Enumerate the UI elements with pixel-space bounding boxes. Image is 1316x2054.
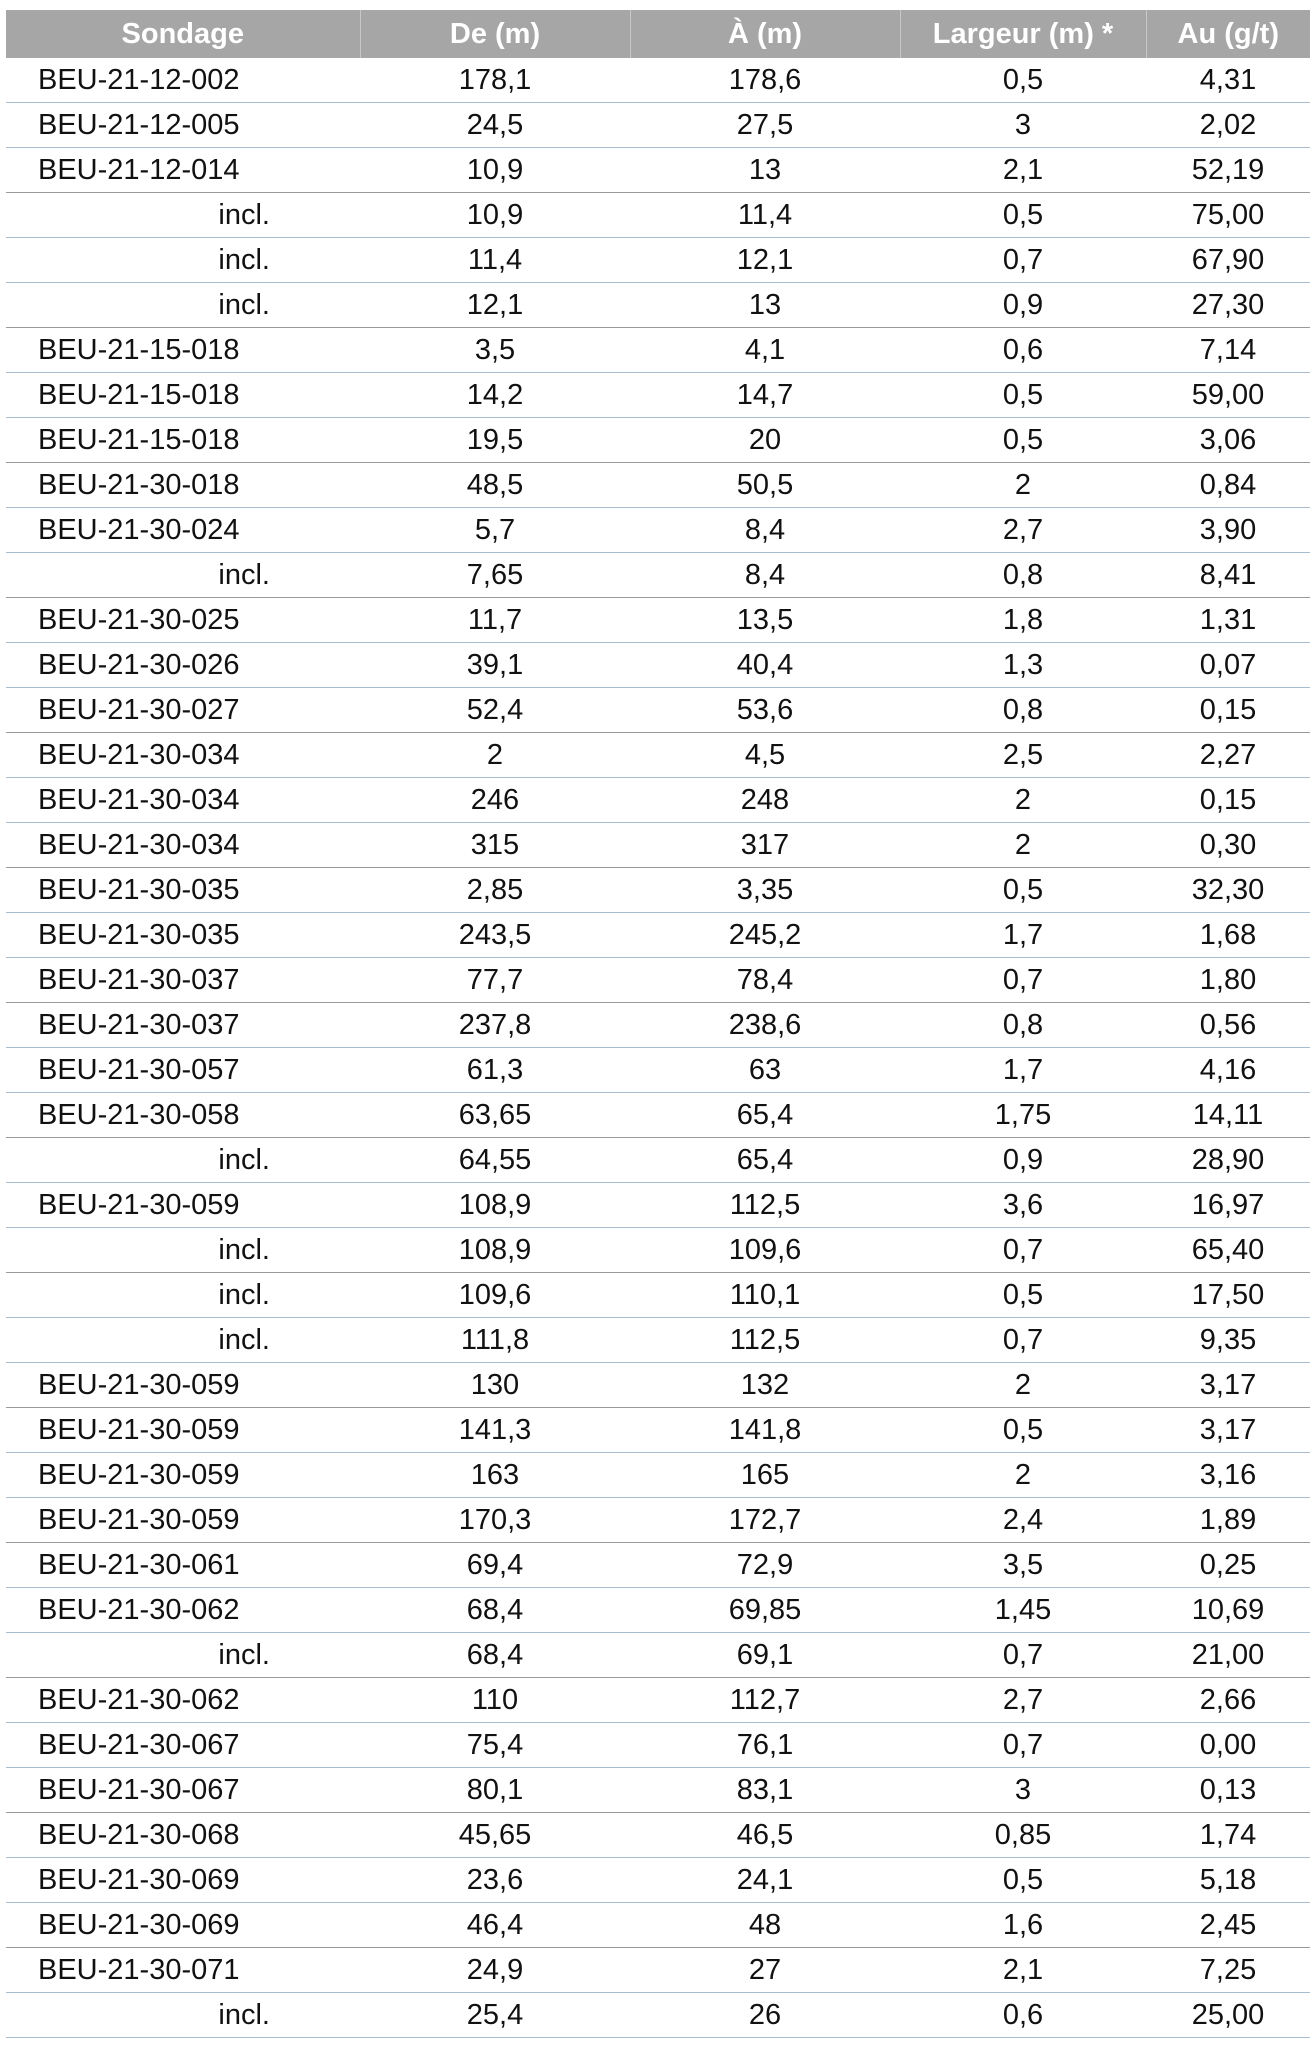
cell-largeur: 2	[900, 1363, 1146, 1408]
cell-de: 61,3	[360, 1048, 630, 1093]
cell-sondage: BEU-21-30-059	[6, 1453, 360, 1498]
cell-a: 65,4	[630, 1138, 900, 1183]
cell-au: 0,15	[1146, 778, 1310, 823]
table-row	[6, 733, 1310, 778]
cell-sondage: BEU-21-30-034	[6, 778, 360, 823]
cell-a: 48	[630, 1903, 900, 1948]
cell-au: 14,11	[1146, 1093, 1310, 1138]
cell-largeur: 0,5	[900, 58, 1146, 103]
cell-au: 16,97	[1146, 1183, 1310, 1228]
cell-au: 0,15	[1146, 688, 1310, 733]
cell-de: 39,1	[360, 643, 630, 688]
cell-de: 163	[360, 1453, 630, 1498]
table-row	[6, 1093, 1310, 1138]
cell-a: 13	[630, 148, 900, 193]
table-row	[6, 463, 1310, 508]
table-row	[6, 1048, 1310, 1093]
cell-largeur: 0,5	[900, 1408, 1146, 1453]
table-row	[6, 643, 1310, 688]
cell-au: 17,50	[1146, 1273, 1310, 1318]
cell-sondage: BEU-21-30-026	[6, 643, 360, 688]
table-row	[6, 1498, 1310, 1543]
cell-au: 5,18	[1146, 1858, 1310, 1903]
table-row	[6, 1993, 1310, 2038]
cell-a: 132	[630, 1363, 900, 1408]
cell-de: 11,4	[360, 238, 630, 283]
table-row	[6, 1813, 1310, 1858]
cell-a: 83,1	[630, 1768, 900, 1813]
cell-sondage: BEU-21-30-034	[6, 733, 360, 778]
cell-de: 7,65	[360, 553, 630, 598]
cell-au: 2,27	[1146, 733, 1310, 778]
table-row	[6, 1588, 1310, 1633]
cell-de: 52,4	[360, 688, 630, 733]
cell-a: 112,5	[630, 1183, 900, 1228]
cell-de: 130	[360, 1363, 630, 1408]
cell-sondage: BEU-21-30-067	[6, 1723, 360, 1768]
cell-de: 46,4	[360, 1903, 630, 1948]
cell-largeur: 0,9	[900, 1138, 1146, 1183]
cell-de: 246	[360, 778, 630, 823]
cell-largeur: 0,8	[900, 553, 1146, 598]
cell-au: 32,30	[1146, 868, 1310, 913]
cell-a: 69,85	[630, 1588, 900, 1633]
cell-a: 78,4	[630, 958, 900, 1003]
cell-au: 1,31	[1146, 598, 1310, 643]
cell-de: 111,8	[360, 1318, 630, 1363]
cell-sondage: BEU-21-30-035	[6, 868, 360, 913]
cell-de: 10,9	[360, 148, 630, 193]
cell-sondage: BEU-21-30-069	[6, 1903, 360, 1948]
cell-sondage: BEU-21-30-027	[6, 688, 360, 733]
cell-au: 52,19	[1146, 148, 1310, 193]
table-row	[6, 1318, 1310, 1363]
cell-de: 141,3	[360, 1408, 630, 1453]
cell-sondage: BEU-21-30-025	[6, 598, 360, 643]
header-largeur: Largeur (m) *	[900, 10, 1146, 58]
cell-a: 24,1	[630, 1858, 900, 1903]
cell-de: 19,5	[360, 418, 630, 463]
cell-de: 11,7	[360, 598, 630, 643]
cell-largeur: 0,5	[900, 418, 1146, 463]
cell-au: 1,68	[1146, 913, 1310, 958]
cell-au: 10,69	[1146, 1588, 1310, 1633]
cell-a: 112,7	[630, 1678, 900, 1723]
table-row	[6, 688, 1310, 733]
cell-largeur: 0,7	[900, 958, 1146, 1003]
cell-sondage: BEU-21-15-018	[6, 418, 360, 463]
cell-sondage: BEU-21-30-035	[6, 913, 360, 958]
table-row	[6, 193, 1310, 238]
table-row	[6, 1273, 1310, 1318]
table-body	[6, 58, 1310, 2038]
table-row	[6, 1453, 1310, 1498]
cell-sondage: BEU-21-30-059	[6, 1363, 360, 1408]
cell-sondage: BEU-21-30-061	[6, 1543, 360, 1588]
cell-de: 178,1	[360, 58, 630, 103]
cell-a: 178,6	[630, 58, 900, 103]
cell-au: 4,31	[1146, 58, 1310, 103]
cell-sondage: BEU-21-30-068	[6, 1813, 360, 1858]
cell-largeur: 2	[900, 1453, 1146, 1498]
cell-de: 75,4	[360, 1723, 630, 1768]
cell-largeur: 0,7	[900, 1723, 1146, 1768]
cell-au: 2,02	[1146, 103, 1310, 148]
cell-largeur: 1,7	[900, 913, 1146, 958]
cell-sondage: BEU-21-12-002	[6, 58, 360, 103]
cell-a: 317	[630, 823, 900, 868]
cell-a: 172,7	[630, 1498, 900, 1543]
table-row	[6, 1543, 1310, 1588]
cell-au: 2,45	[1146, 1903, 1310, 1948]
cell-sondage: BEU-21-30-062	[6, 1678, 360, 1723]
cell-au: 0,25	[1146, 1543, 1310, 1588]
cell-a: 11,4	[630, 193, 900, 238]
cell-sondage: BEU-21-30-024	[6, 508, 360, 553]
cell-a: 165	[630, 1453, 900, 1498]
cell-a: 13	[630, 283, 900, 328]
cell-a: 50,5	[630, 463, 900, 508]
cell-sondage: BEU-21-30-059	[6, 1498, 360, 1543]
cell-a: 26	[630, 1993, 900, 2038]
cell-a: 46,5	[630, 1813, 900, 1858]
cell-largeur: 1,45	[900, 1588, 1146, 1633]
table-row	[6, 1183, 1310, 1228]
cell-a: 8,4	[630, 553, 900, 598]
cell-a: 3,35	[630, 868, 900, 913]
table-container	[6, 10, 1310, 2038]
cell-de: 80,1	[360, 1768, 630, 1813]
cell-sondage: incl.	[6, 553, 360, 598]
table-row	[6, 1948, 1310, 1993]
cell-de: 14,2	[360, 373, 630, 418]
cell-de: 108,9	[360, 1228, 630, 1273]
cell-sondage: BEU-21-30-059	[6, 1408, 360, 1453]
cell-de: 64,55	[360, 1138, 630, 1183]
cell-au: 28,90	[1146, 1138, 1310, 1183]
cell-de: 5,7	[360, 508, 630, 553]
cell-au: 2,66	[1146, 1678, 1310, 1723]
cell-de: 2,85	[360, 868, 630, 913]
cell-largeur: 2,1	[900, 148, 1146, 193]
cell-sondage: BEU-21-15-018	[6, 373, 360, 418]
cell-sondage: incl.	[6, 238, 360, 283]
cell-a: 76,1	[630, 1723, 900, 1768]
cell-largeur: 0,7	[900, 238, 1146, 283]
cell-sondage: BEU-21-30-067	[6, 1768, 360, 1813]
cell-au: 25,00	[1146, 1993, 1310, 2038]
cell-a: 27	[630, 1948, 900, 1993]
cell-de: 69,4	[360, 1543, 630, 1588]
cell-au: 21,00	[1146, 1633, 1310, 1678]
cell-largeur: 2	[900, 463, 1146, 508]
cell-largeur: 0,8	[900, 688, 1146, 733]
cell-largeur: 0,5	[900, 868, 1146, 913]
table-row	[6, 553, 1310, 598]
cell-a: 8,4	[630, 508, 900, 553]
cell-de: 237,8	[360, 1003, 630, 1048]
cell-au: 4,16	[1146, 1048, 1310, 1093]
cell-de: 24,5	[360, 103, 630, 148]
cell-sondage: BEU-21-30-059	[6, 1183, 360, 1228]
cell-a: 14,7	[630, 373, 900, 418]
table-row	[6, 1678, 1310, 1723]
cell-sondage: BEU-21-30-018	[6, 463, 360, 508]
cell-largeur: 0,85	[900, 1813, 1146, 1858]
table-row	[6, 958, 1310, 1003]
cell-largeur: 0,5	[900, 1858, 1146, 1903]
cell-a: 4,5	[630, 733, 900, 778]
cell-de: 68,4	[360, 1588, 630, 1633]
cell-a: 27,5	[630, 103, 900, 148]
cell-au: 3,17	[1146, 1363, 1310, 1408]
table-row	[6, 1003, 1310, 1048]
cell-a: 112,5	[630, 1318, 900, 1363]
cell-largeur: 0,7	[900, 1318, 1146, 1363]
cell-au: 59,00	[1146, 373, 1310, 418]
cell-sondage: BEU-21-30-057	[6, 1048, 360, 1093]
cell-de: 170,3	[360, 1498, 630, 1543]
table-row	[6, 328, 1310, 373]
cell-au: 7,25	[1146, 1948, 1310, 1993]
table-row	[6, 1858, 1310, 1903]
cell-au: 7,14	[1146, 328, 1310, 373]
cell-largeur: 1,7	[900, 1048, 1146, 1093]
drill-results-table	[6, 10, 1310, 2038]
cell-sondage: incl.	[6, 283, 360, 328]
cell-sondage: incl.	[6, 1138, 360, 1183]
header-au: Au (g/t)	[1146, 10, 1310, 58]
cell-largeur: 1,6	[900, 1903, 1146, 1948]
cell-de: 243,5	[360, 913, 630, 958]
cell-sondage: incl.	[6, 193, 360, 238]
table-row	[6, 913, 1310, 958]
cell-au: 3,16	[1146, 1453, 1310, 1498]
cell-de: 68,4	[360, 1633, 630, 1678]
cell-de: 12,1	[360, 283, 630, 328]
cell-au: 65,40	[1146, 1228, 1310, 1273]
cell-de: 315	[360, 823, 630, 868]
cell-largeur: 2,5	[900, 733, 1146, 778]
cell-au: 27,30	[1146, 283, 1310, 328]
cell-de: 3,5	[360, 328, 630, 373]
cell-a: 110,1	[630, 1273, 900, 1318]
cell-sondage: BEU-21-15-018	[6, 328, 360, 373]
cell-largeur: 2	[900, 823, 1146, 868]
cell-a: 238,6	[630, 1003, 900, 1048]
cell-au: 3,90	[1146, 508, 1310, 553]
table-row	[6, 1903, 1310, 1948]
cell-a: 63	[630, 1048, 900, 1093]
cell-a: 40,4	[630, 643, 900, 688]
header-de: De (m)	[360, 10, 630, 58]
table-row	[6, 1723, 1310, 1768]
table-row	[6, 148, 1310, 193]
cell-a: 53,6	[630, 688, 900, 733]
table-row	[6, 868, 1310, 913]
cell-au: 3,06	[1146, 418, 1310, 463]
cell-de: 25,4	[360, 1993, 630, 2038]
cell-largeur: 3,6	[900, 1183, 1146, 1228]
cell-largeur: 0,5	[900, 193, 1146, 238]
cell-largeur: 0,9	[900, 283, 1146, 328]
cell-sondage: incl.	[6, 1228, 360, 1273]
table-row	[6, 1633, 1310, 1678]
cell-a: 12,1	[630, 238, 900, 283]
cell-a: 248	[630, 778, 900, 823]
cell-largeur: 3,5	[900, 1543, 1146, 1588]
cell-de: 2	[360, 733, 630, 778]
cell-largeur: 0,7	[900, 1228, 1146, 1273]
cell-sondage: BEU-21-30-034	[6, 823, 360, 868]
cell-largeur: 2,1	[900, 1948, 1146, 1993]
cell-au: 0,13	[1146, 1768, 1310, 1813]
cell-sondage: BEU-21-30-062	[6, 1588, 360, 1633]
table-row	[6, 1768, 1310, 1813]
cell-au: 0,00	[1146, 1723, 1310, 1768]
cell-largeur: 0,5	[900, 373, 1146, 418]
cell-au: 1,89	[1146, 1498, 1310, 1543]
header-row	[6, 10, 1310, 58]
cell-sondage: BEU-21-30-037	[6, 1003, 360, 1048]
table-row	[6, 58, 1310, 103]
table-header	[6, 10, 1310, 58]
cell-de: 45,65	[360, 1813, 630, 1858]
cell-de: 48,5	[360, 463, 630, 508]
cell-sondage: BEU-21-12-014	[6, 148, 360, 193]
cell-au: 1,74	[1146, 1813, 1310, 1858]
cell-a: 109,6	[630, 1228, 900, 1273]
cell-largeur: 0,6	[900, 328, 1146, 373]
table-row	[6, 238, 1310, 283]
cell-a: 13,5	[630, 598, 900, 643]
table-row	[6, 1228, 1310, 1273]
cell-largeur: 1,3	[900, 643, 1146, 688]
cell-au: 8,41	[1146, 553, 1310, 598]
cell-de: 77,7	[360, 958, 630, 1003]
cell-largeur: 0,8	[900, 1003, 1146, 1048]
cell-largeur: 0,5	[900, 1273, 1146, 1318]
cell-au: 0,84	[1146, 463, 1310, 508]
cell-largeur: 1,75	[900, 1093, 1146, 1138]
cell-a: 141,8	[630, 1408, 900, 1453]
cell-sondage: BEU-21-30-071	[6, 1948, 360, 1993]
cell-sondage: incl.	[6, 1273, 360, 1318]
cell-au: 9,35	[1146, 1318, 1310, 1363]
cell-au: 67,90	[1146, 238, 1310, 283]
table-row	[6, 1138, 1310, 1183]
table-row	[6, 103, 1310, 148]
cell-de: 108,9	[360, 1183, 630, 1228]
cell-a: 4,1	[630, 328, 900, 373]
cell-largeur: 3	[900, 1768, 1146, 1813]
cell-au: 0,30	[1146, 823, 1310, 868]
header-sondage: Sondage	[6, 10, 360, 58]
cell-au: 0,56	[1146, 1003, 1310, 1048]
table-row	[6, 283, 1310, 328]
cell-sondage: incl.	[6, 1633, 360, 1678]
cell-de: 63,65	[360, 1093, 630, 1138]
table-row	[6, 823, 1310, 868]
cell-largeur: 0,7	[900, 1633, 1146, 1678]
cell-largeur: 0,6	[900, 1993, 1146, 2038]
cell-a: 69,1	[630, 1633, 900, 1678]
table-row	[6, 418, 1310, 463]
cell-largeur: 2,7	[900, 508, 1146, 553]
cell-largeur: 2	[900, 778, 1146, 823]
cell-a: 20	[630, 418, 900, 463]
cell-a: 245,2	[630, 913, 900, 958]
cell-au: 3,17	[1146, 1408, 1310, 1453]
cell-de: 109,6	[360, 1273, 630, 1318]
table-row	[6, 598, 1310, 643]
cell-de: 110	[360, 1678, 630, 1723]
cell-de: 23,6	[360, 1858, 630, 1903]
cell-sondage: incl.	[6, 1318, 360, 1363]
cell-largeur: 2,4	[900, 1498, 1146, 1543]
table-row	[6, 1363, 1310, 1408]
cell-de: 10,9	[360, 193, 630, 238]
cell-a: 65,4	[630, 1093, 900, 1138]
cell-sondage: BEU-21-30-037	[6, 958, 360, 1003]
cell-largeur: 2,7	[900, 1678, 1146, 1723]
cell-a: 72,9	[630, 1543, 900, 1588]
table-row	[6, 1408, 1310, 1453]
cell-sondage: incl.	[6, 1993, 360, 2038]
table-row	[6, 778, 1310, 823]
cell-sondage: BEU-21-12-005	[6, 103, 360, 148]
table-row	[6, 508, 1310, 553]
cell-au: 75,00	[1146, 193, 1310, 238]
cell-au: 0,07	[1146, 643, 1310, 688]
cell-de: 24,9	[360, 1948, 630, 1993]
header-a: À (m)	[630, 10, 900, 58]
cell-sondage: BEU-21-30-069	[6, 1858, 360, 1903]
cell-largeur: 1,8	[900, 598, 1146, 643]
table-row	[6, 373, 1310, 418]
cell-au: 1,80	[1146, 958, 1310, 1003]
cell-largeur: 3	[900, 103, 1146, 148]
cell-sondage: BEU-21-30-058	[6, 1093, 360, 1138]
